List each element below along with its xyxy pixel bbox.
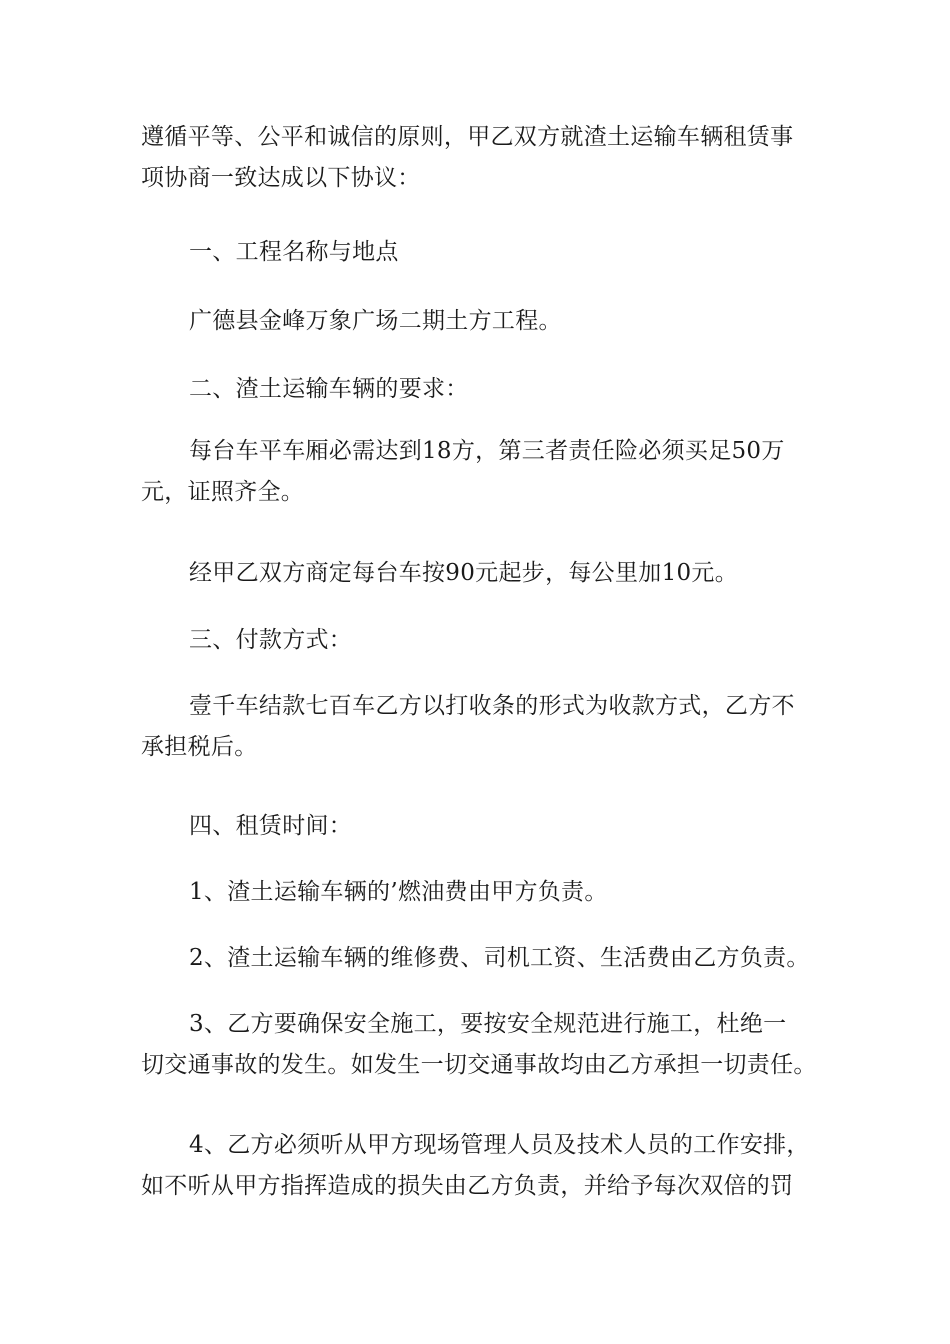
clause-fuel-cost <box>141 872 811 913</box>
text-line: 项协商一致达成以下协议： <box>141 165 421 191</box>
paragraph-principles <box>141 117 811 199</box>
text-line: 二、渣土运输车辆的要求： <box>189 376 469 402</box>
text-line: 1、渣土运输车辆的’燃油费由甲方负责。 <box>189 879 608 905</box>
clause-safety <box>141 1004 817 1086</box>
text-line: 每台车平车厢必需达到18方，第三者责任险必须买足50万 <box>189 438 785 464</box>
section-heading-payment <box>141 620 811 661</box>
text-line: 四、租赁时间： <box>189 813 353 839</box>
text-line: 经甲乙双方商定每台车按90元起步，每公里加10元。 <box>189 560 739 586</box>
text-line: 三、付款方式： <box>189 627 353 653</box>
text-line: 元，证照齐全。 <box>141 479 305 505</box>
text-line: 3、乙方要确保安全施工，要按安全规范进行施工，杜绝一 <box>189 1011 787 1037</box>
paragraph-payment <box>141 686 811 768</box>
section-heading-vehicle-requirements <box>141 369 811 410</box>
paragraph-vehicle-requirements <box>141 431 811 513</box>
text-line: 壹千车结款七百车乙方以打收条的形式为收款方式，乙方不 <box>189 693 795 719</box>
text-line: 遵循平等、公平和诚信的原则，甲乙双方就渣土运输车辆租赁事 <box>141 124 794 150</box>
text-line: 广德县金峰万象广场二期土方工程。 <box>189 308 562 334</box>
text-line: 2、渣土运输车辆的维修费、司机工资、生活费由乙方负责。 <box>189 945 810 971</box>
text-line: 承担税后。 <box>141 734 258 760</box>
paragraph-pricing <box>141 553 811 594</box>
paragraph-project-name <box>141 301 811 342</box>
text-line: 一、工程名称与地点 <box>189 239 399 265</box>
clause-maintenance-cost <box>141 938 811 979</box>
section-heading-project <box>141 232 811 273</box>
text-line: 如不听从甲方指挥造成的损失由乙方负责，并给予每次双倍的罚 <box>141 1173 794 1199</box>
text-line: 切交通事故的发生。如发生一切交通事故均由乙方承担一切责任。 <box>141 1052 817 1078</box>
text-line: 4、乙方必须听从甲方现场管理人员及技术人员的工作安排， <box>189 1132 810 1158</box>
clause-obey-management <box>141 1125 811 1207</box>
section-heading-lease-time <box>141 806 811 847</box>
